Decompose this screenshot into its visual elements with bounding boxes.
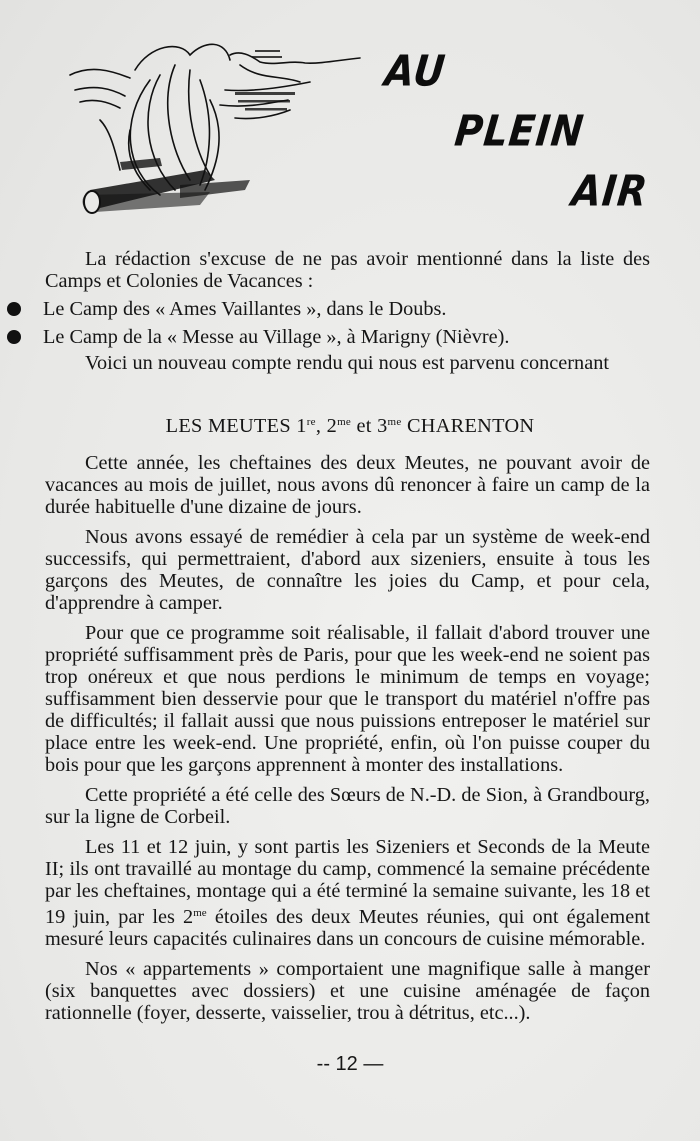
intro-paragraph: Voici un nouveau compte rendu qui nous est parvenu concernant xyxy=(85,352,609,374)
title-word-au: AU xyxy=(382,46,449,96)
body-paragraph: Cette propriété a été celle des Sœurs de N.-D. de Sion, à Grandbourg, sur la ligne de Corbeil. xyxy=(45,784,650,828)
body-text: Les 11 et 12 juin, y sont partis les Sizeniers et Seconds de la Meute II; ils ont travaillé au montage du camp, commencé la semaine précédente par les cheftaines, montage qui a été terminé la semaine suivante, les 18 et 19 juin, par les 2 xyxy=(45,836,650,928)
intro-paragraph: La rédaction s'excuse de ne pas avoir mentionné dans la liste des Camps et Colonies de Vacances : xyxy=(45,248,650,292)
article-body xyxy=(45,452,650,1024)
bullet-item xyxy=(7,298,650,320)
title-sup: re xyxy=(306,416,316,428)
page-header xyxy=(40,30,670,230)
bullet-text: Le Camp des « Ames Vaillantes », dans le Doubs. xyxy=(43,298,447,320)
body-paragraph: Nous avons essayé de remédier à cela par un système de week-end successifs, qui permettraient, d'abord aux sizeniers, ensuite à tous les garçons des Meutes, de connaître les joies du Camp, et pour cela, d'apprendre à camper. xyxy=(45,526,650,614)
bullet-icon xyxy=(7,302,21,316)
title-sup: me xyxy=(387,416,402,428)
title-text: et 3 xyxy=(351,415,388,437)
body-paragraph xyxy=(45,836,650,950)
intro-section xyxy=(45,248,650,374)
body-paragraph: Nos « appartements » comportaient une magnifique salle à manger (six banquettes avec dossiers) et une cuisine aménagée de façon rationnelle (foyer, desserte, vaisselier, trou à détritus, etc...). xyxy=(45,958,650,1024)
title-sup: me xyxy=(337,416,352,428)
title-word-air: AIR xyxy=(569,166,651,216)
bullet-item xyxy=(7,326,650,348)
body-paragraph: Cette année, les cheftaines des deux Meutes, ne pouvant avoir de vacances au mois de juillet, nous avons dû renoncer à faire un camp de la durée habituelle d'une dizaine de jours. xyxy=(45,452,650,518)
title-text: CHARENTON xyxy=(401,415,535,437)
title-word-plein: PLEIN xyxy=(452,106,587,156)
section-title xyxy=(0,415,700,438)
title-text: LES MEUTES 1 xyxy=(165,415,307,437)
page-number: -- 12 — xyxy=(316,1053,384,1075)
body-sup: me xyxy=(193,907,207,919)
title-text: , 2 xyxy=(315,415,338,437)
bullet-icon xyxy=(7,330,21,344)
body-text: étoiles des deux Meutes réunies, qui ont également mesuré leurs capacités culinaires dans un concours de cuisine mémorable. xyxy=(45,906,650,950)
campfire-icon xyxy=(40,30,380,230)
bullet-text: Le Camp de la « Messe au Village », à Marigny (Nièvre). xyxy=(43,326,510,348)
body-paragraph: Pour que ce programme soit réalisable, il fallait d'abord trouver une propriété suffisamment près de Paris, pour que les week-end ne soient pas trop onéreux et que nous perdions le minimum de temps en voyage; suffisamment bien desservie pour que le transport du matériel n'offre pas de difficultés; il fallait aussi que nous puissions entreposer le matériel sur place entre les week-end. Une propriété, enfin, où l'on puisse couper du bois pour que les garçons apprennent à monter des installations. xyxy=(45,622,650,776)
